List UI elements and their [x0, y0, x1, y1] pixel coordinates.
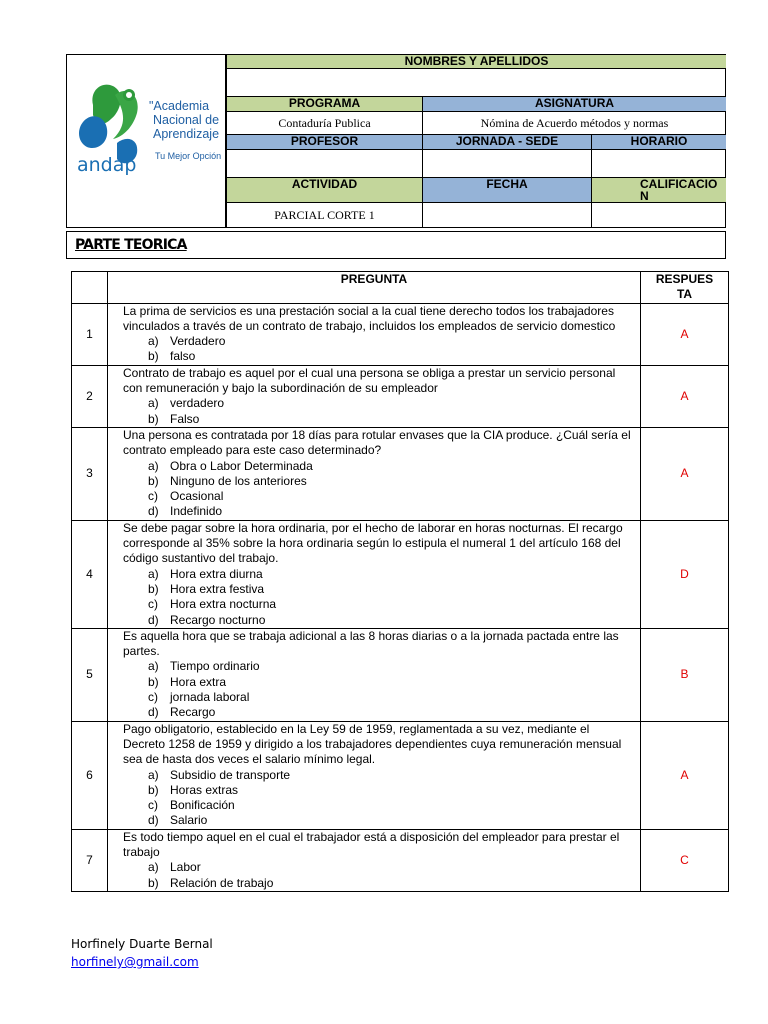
option-letter: b) [148, 674, 159, 689]
option-letter: a) [148, 396, 159, 411]
option-item [148, 675, 640, 690]
answer-cell: A [641, 365, 729, 427]
question-row [72, 628, 729, 721]
option-item [148, 798, 640, 813]
option-letter: b) [148, 473, 159, 488]
option-letter: c) [148, 798, 158, 813]
option-letter: a) [148, 334, 159, 349]
svg-text:Tu Mejor Opción: Tu Mejor Opción [155, 151, 222, 161]
option-text: Falso [170, 411, 200, 426]
option-text: Bonificación [170, 798, 235, 813]
option-text: Hora extra [170, 674, 227, 689]
option-item [148, 474, 640, 489]
option-text: Hora extra diurna [170, 566, 263, 581]
question-text: La prima de servicios es una prestación social a la cual tiene derecho todos los trabajadores vinculados a través de un contrato de trabajo, incluidos los empleados de servicio domestico [123, 303, 616, 333]
question-cell [108, 721, 641, 829]
question-number: 7 [72, 829, 108, 891]
option-item [148, 597, 640, 612]
nombres-value[interactable] [226, 69, 726, 97]
header-respuesta: RESPUES TA [641, 272, 729, 304]
option-text: falso [170, 349, 196, 364]
option-item [148, 349, 640, 364]
question-cell [108, 628, 641, 721]
option-item [148, 705, 640, 720]
option-text: Labor [170, 860, 201, 875]
question-number: 3 [72, 427, 108, 520]
option-text: verdadero [170, 396, 225, 411]
question-text: Una persona es contratada por 18 días para rotular envases que la CIA produce. ¿Cuál sería el contrato empleado para este caso determinado? [123, 427, 631, 458]
section-title: PARTE TEORICA [75, 237, 187, 253]
option-text: Ninguno de los anteriores [170, 473, 307, 488]
option-letter: c) [148, 690, 158, 705]
answer-cell: A [641, 303, 729, 365]
option-letter: a) [148, 860, 159, 875]
author-email-link[interactable]: horfinely@gmail.com [71, 955, 199, 969]
questions-table [71, 271, 729, 892]
option-item [148, 567, 640, 582]
option-letter: a) [148, 659, 159, 674]
answer-cell: D [641, 520, 729, 628]
profesor-value[interactable] [226, 150, 422, 178]
option-item [148, 613, 640, 628]
option-item [148, 768, 640, 783]
question-cell [108, 829, 641, 891]
option-text: Verdadero [170, 334, 226, 349]
asignatura-value: Nómina de Acuerdo métodos y normas [422, 112, 726, 135]
question-row [72, 721, 729, 829]
svg-text:Aprendizaje: Aprendizaje [153, 127, 220, 141]
question-row [72, 520, 729, 628]
option-letter: b) [148, 581, 159, 596]
option-text: Recargo [170, 705, 216, 720]
calificacion-label: CALIFICACIO N [591, 178, 726, 203]
options-list [108, 659, 640, 720]
andap-logo-icon [67, 55, 225, 227]
header-pregunta: PREGUNTA [108, 272, 641, 304]
option-item [148, 396, 640, 411]
question-text: Es todo tiempo aquel en el cual el trabajador está a disposición del empleador para prestar el trabajo [123, 829, 620, 859]
section-header [66, 231, 726, 259]
option-item [148, 876, 640, 891]
option-item [148, 659, 640, 674]
option-letter: b) [148, 411, 159, 426]
option-letter: a) [148, 767, 159, 782]
option-letter: d) [148, 705, 159, 720]
jornada-value[interactable] [422, 150, 591, 178]
programa-value: Contaduría Publica [226, 112, 422, 135]
option-text: Indefinido [170, 504, 223, 519]
option-text: Subsidio de transporte [170, 767, 291, 782]
option-letter: b) [148, 782, 159, 797]
options-list [108, 459, 640, 520]
profesor-label: PROFESOR [226, 135, 422, 150]
option-item [148, 504, 640, 519]
question-text: Se debe pagar sobre la hora ordinaria, por el hecho de laborar en horas nocturnas. El recargo corresponde al 35% sobre la hora ordinaria según lo estipula el numeral 1 del artículo 168 del código sustantivo del trabajo. [123, 520, 623, 566]
option-letter: d) [148, 504, 159, 519]
option-letter: d) [148, 813, 159, 828]
answer-cell: A [641, 427, 729, 520]
svg-text:"Academia: "Academia [149, 99, 210, 113]
option-text: jornada laboral [170, 690, 250, 705]
question-cell [108, 303, 641, 365]
options-list [108, 396, 640, 427]
option-letter: b) [148, 875, 159, 890]
actividad-label: ACTIVIDAD [226, 178, 422, 203]
jornada-label: JORNADA - SEDE [422, 135, 591, 150]
option-letter: d) [148, 612, 159, 627]
options-list [108, 860, 640, 891]
option-letter: c) [148, 597, 158, 612]
svg-text:Nacional de: Nacional de [153, 113, 220, 127]
question-row [72, 427, 729, 520]
asignatura-label: ASIGNATURA [422, 97, 726, 112]
question-number: 6 [72, 721, 108, 829]
options-list [108, 334, 640, 365]
option-item [148, 783, 640, 798]
nombres-label: NOMBRES Y APELLIDOS [226, 55, 726, 69]
question-number: 5 [72, 628, 108, 721]
option-letter: a) [148, 458, 159, 473]
question-row [72, 365, 729, 427]
actividad-value: PARCIAL CORTE 1 [226, 203, 422, 227]
question-number: 4 [72, 520, 108, 628]
svg-text:andap: andap [77, 154, 137, 176]
header-table [66, 54, 726, 228]
option-text: Ocasional [170, 489, 224, 504]
option-letter: a) [148, 566, 159, 581]
option-item [148, 860, 640, 875]
fecha-value[interactable] [422, 203, 591, 227]
question-cell [108, 520, 641, 628]
option-text: Tiempo ordinario [170, 659, 260, 674]
horario-value[interactable] [591, 150, 726, 178]
logo [67, 55, 226, 227]
answer-cell: C [641, 829, 729, 891]
question-number: 2 [72, 365, 108, 427]
option-item [148, 813, 640, 828]
option-text: Horas extras [170, 782, 239, 797]
author-name: Horfinely Duarte Bernal [71, 937, 213, 951]
question-row [72, 829, 729, 891]
option-item [148, 582, 640, 597]
option-letter: c) [148, 489, 158, 504]
question-row [72, 303, 729, 365]
option-letter: b) [148, 349, 159, 364]
option-text: Salario [170, 813, 208, 828]
option-item [148, 459, 640, 474]
option-text: Hora extra festiva [170, 581, 265, 596]
options-list [108, 567, 640, 628]
question-text: Es aquella hora que se trabaja adicional a las 8 horas diarias o a la jornada pactada entre las partes. [123, 628, 619, 659]
option-text: Hora extra nocturna [170, 597, 277, 612]
question-cell [108, 427, 641, 520]
option-item [148, 690, 640, 705]
question-text: Contrato de trabajo es aquel por el cual una persona se obliga a prestar un servicio personal con remuneración y bajo la subordinación de su empleador [123, 365, 616, 396]
horario-label: HORARIO [591, 135, 726, 150]
question-cell [108, 365, 641, 427]
answer-cell: A [641, 721, 729, 829]
option-text: Relación de trabajo [170, 875, 274, 890]
calificacion-value[interactable] [591, 203, 726, 227]
options-list [108, 768, 640, 829]
option-text: Obra o Labor Determinada [170, 458, 313, 473]
fecha-label: FECHA [422, 178, 591, 203]
option-item [148, 334, 640, 349]
question-number: 1 [72, 303, 108, 365]
option-item [148, 489, 640, 504]
option-text: Recargo nocturno [170, 612, 266, 627]
programa-label: PROGRAMA [226, 97, 422, 112]
header-num [72, 272, 108, 304]
question-text: Pago obligatorio, establecido en la Ley 59 de 1959, reglamentada a su vez, mediante el Decreto 1258 de 1959 y dirigido a los trabajadores dependientes cuya remuneración mensual sea de hasta dos veces el salario mínimo legal. [123, 721, 622, 767]
answer-cell: B [641, 628, 729, 721]
option-item [148, 412, 640, 427]
